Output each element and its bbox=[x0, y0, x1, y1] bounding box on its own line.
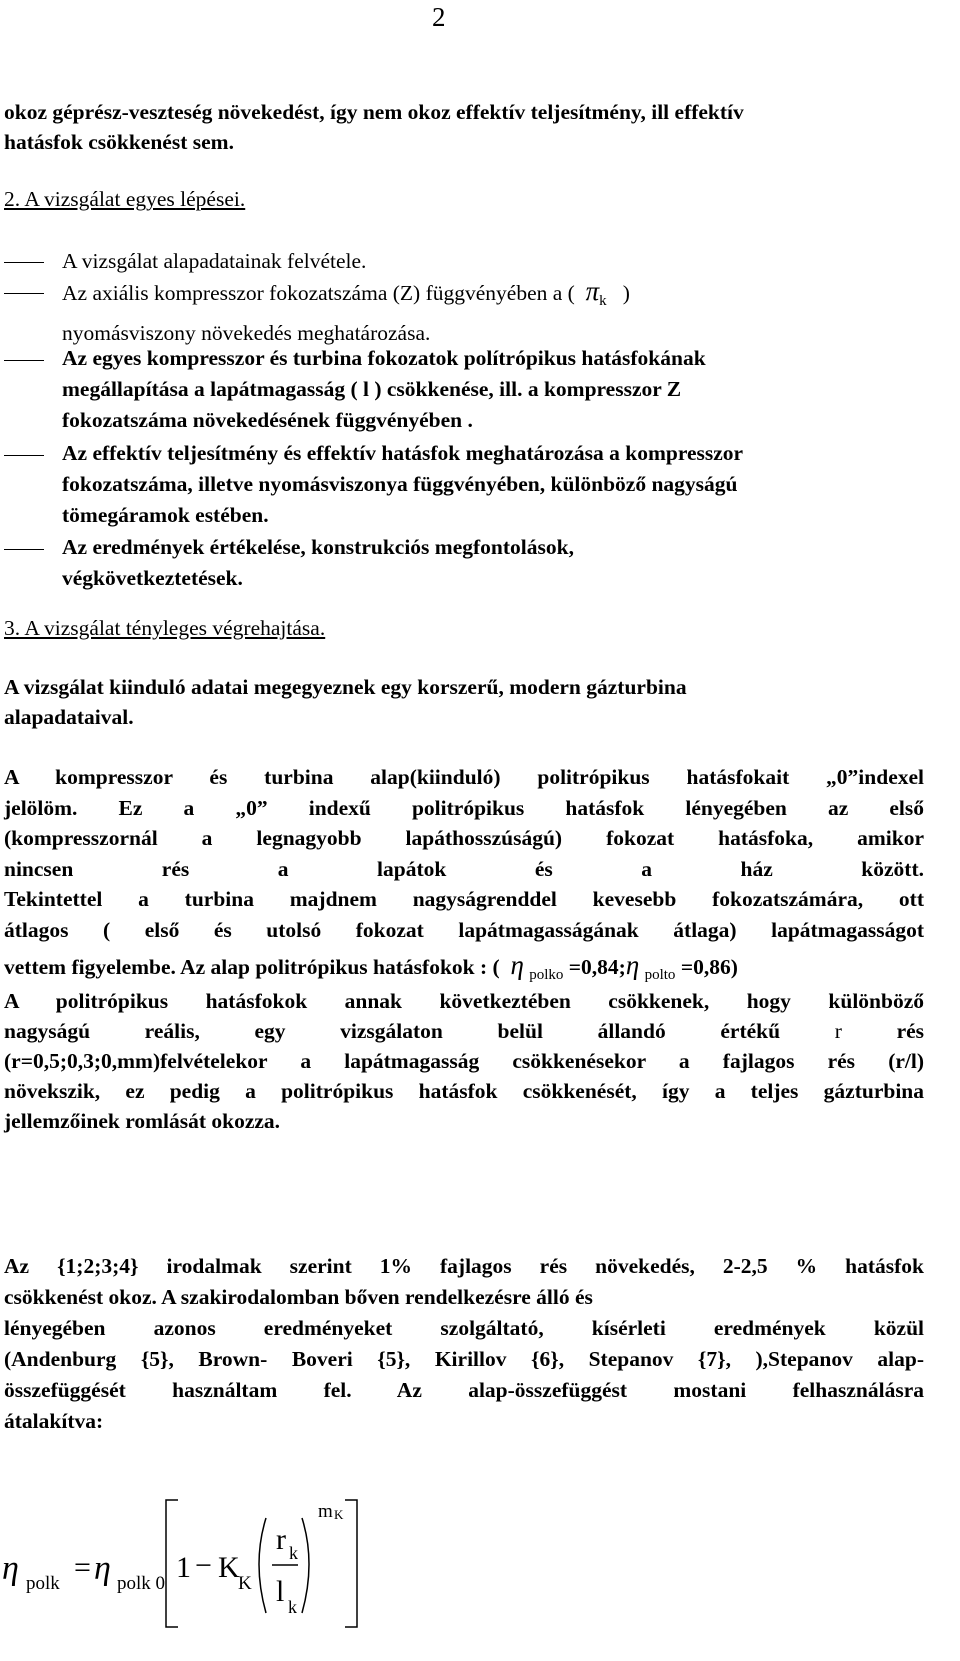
paragraph bbox=[4, 986, 924, 1136]
r-symbol: r bbox=[834, 1019, 842, 1043]
subscript: k bbox=[289, 1543, 298, 1563]
section-3-heading: 3. A vizsgálat tényleges végrehajtása. bbox=[4, 616, 326, 640]
list-item-text: fokozatszáma, illetve nyomásviszonya függvényében, különböző nagyságú bbox=[62, 472, 738, 496]
list-item-text: Az egyes kompresszor és turbina fokozatok polítrópikus hatásfokának bbox=[62, 346, 706, 370]
pi-symbol: π bbox=[585, 276, 600, 306]
formula-one: 1 bbox=[176, 1551, 191, 1584]
eta-symbol: η bbox=[625, 950, 640, 980]
list-dash bbox=[4, 360, 44, 361]
paragraph-line-part: rés bbox=[896, 1019, 925, 1043]
value: =0,84; bbox=[568, 955, 626, 979]
subscript: polto bbox=[644, 967, 676, 983]
paragraph bbox=[4, 762, 924, 884]
list-item-text: nyomásviszony növekedés meghatározása. bbox=[62, 321, 431, 345]
subscript: K bbox=[238, 1573, 252, 1594]
list-item-text: tömegáramok estében. bbox=[62, 503, 269, 527]
paragraph-line: alapadataival. bbox=[4, 704, 134, 729]
eta-symbol: η bbox=[94, 1550, 111, 1587]
list-dash bbox=[4, 293, 44, 294]
paragraph-line: átalakítva: bbox=[4, 1409, 104, 1433]
eta-symbol: η bbox=[510, 950, 524, 980]
paragraph bbox=[4, 1251, 924, 1437]
paragraph-line: átlagos ( első és utolsó fokozat lapátmagasságának átlaga) lapátmagasságot bbox=[4, 918, 924, 942]
list-item-text: megállapítása a lapátmagasság ( l ) csökkenése, ill. a kompresszor Z bbox=[62, 377, 682, 401]
list-item bbox=[62, 438, 932, 531]
paragraph-line-part: nagyságú reális, egy vizsgálaton belül állandó értékű bbox=[4, 1019, 781, 1043]
minus-sign: − bbox=[195, 1549, 212, 1582]
list-item bbox=[62, 276, 932, 349]
section-2-heading: 2. A vizsgálat egyes lépései. bbox=[4, 187, 246, 211]
subscript: polko bbox=[529, 967, 564, 983]
value: =0,86) bbox=[680, 955, 738, 979]
paragraph-line: Tekintettel a turbina majdnem nagyságrenddel kevesebb fokozatszámára, ott bbox=[4, 887, 924, 911]
list-item-text: A vizsgálat alapadatainak felvétele. bbox=[62, 249, 367, 273]
list-item-text-part: ) bbox=[622, 281, 630, 305]
paragraph-line: nincsen rés a lapátok és a ház között. bbox=[4, 856, 924, 881]
l-denominator: l bbox=[276, 1575, 285, 1608]
paragraph-line bbox=[4, 1016, 924, 1046]
paragraph-line: jellemzőinek romlását okozza. bbox=[4, 1109, 281, 1133]
intro-line: hatásfok csökkenést sem. bbox=[4, 129, 234, 154]
paragraph bbox=[4, 673, 687, 732]
list-item-text: Az effektív teljesítmény és effektív hatásfok meghatározása a kompresszor bbox=[62, 441, 744, 465]
paragraph-line: lényegében azonos eredményeket szolgáltató, kísérleti eredmények közül bbox=[4, 1316, 924, 1340]
paragraph-line bbox=[4, 950, 924, 986]
paragraph-line: csökkenést okoz. A szakirodalomban bőven rendelkezésre álló és bbox=[4, 1285, 593, 1309]
paragraph-line: (kompresszornál a legnagyobb lapáthosszúságú) fokozat hatásfoka, amikor bbox=[4, 826, 924, 850]
paragraph-line: (Andenburg {5}, Brown- Boveri {5}, Kirillov {6}, Stepanov {7}, ),Stepanov alap- bbox=[4, 1347, 924, 1371]
formula-brackets bbox=[0, 1465, 960, 1655]
paragraph-line-part: vettem figyelembe. Az alap politrópikus hatásfokok : ( bbox=[4, 955, 500, 979]
paragraph-line: A politrópikus hatásfokok annak következtében csökkenek, hogy különböző bbox=[4, 989, 924, 1013]
list-item-text-part: Az axiális kompresszor fokozatszáma (Z) függvényében a ( bbox=[62, 281, 575, 305]
k-coefficient: K bbox=[218, 1551, 240, 1584]
list-item-text: Az eredmények értékelése, konstrukciós megfontolások, bbox=[62, 535, 574, 559]
subscript: polk 0 bbox=[117, 1573, 166, 1594]
page-number: 2 bbox=[432, 2, 446, 32]
paragraph-line: Az {1;2;3;4} irodalmak szerint 1% fajlagos rés növekedés, 2-2,5 % hatásfok bbox=[4, 1254, 924, 1278]
subscript: polk bbox=[26, 1573, 60, 1594]
efficiency-formula bbox=[0, 1465, 960, 1655]
paragraph-line: A kompresszor és turbina alap(kiinduló) politrópikus hatásfokait „0”indexel bbox=[4, 765, 924, 789]
intro-paragraph bbox=[4, 98, 744, 157]
list-item-text bbox=[62, 276, 932, 312]
subscript: k bbox=[599, 293, 607, 309]
paragraph-line: összefüggését használtam fel. Az alap-összefüggést mostani felhasználásra bbox=[4, 1378, 924, 1402]
intro-line: okoz géprész-veszteség növekedést, így nem okoz effektív teljesítmény, ill effektív bbox=[4, 100, 744, 124]
paragraph bbox=[4, 884, 924, 986]
paragraph-line: jelölöm. Ez a „0” indexű politrópikus hatásfok lényegében az első bbox=[4, 795, 924, 820]
equals-sign: = bbox=[74, 1551, 91, 1584]
list-item bbox=[62, 532, 932, 594]
list-item-text: fokozatszáma növekedésének függvényében . bbox=[62, 408, 473, 432]
list-item bbox=[62, 343, 932, 436]
eta-symbol: η bbox=[2, 1550, 19, 1587]
right-paren bbox=[302, 1518, 309, 1613]
subscript: k bbox=[288, 1597, 297, 1617]
list-dash bbox=[4, 262, 44, 263]
paragraph-line: (r=0,5;0,3;0,mm)felvételekor a lapátmagasság csökkenésekor a fajlagos rés (r/l) bbox=[4, 1049, 924, 1073]
exponent-subscript: K bbox=[334, 1507, 344, 1522]
r-numerator: r bbox=[276, 1523, 286, 1556]
list-dash bbox=[4, 455, 44, 456]
list-dash bbox=[4, 549, 44, 550]
list-item bbox=[62, 246, 932, 277]
left-paren bbox=[259, 1518, 266, 1613]
paragraph-line: növekszik, ez pedig a politrópikus hatásfok csökkenését, így a teljes gázturbina bbox=[4, 1079, 924, 1103]
paragraph-line: A vizsgálat kiinduló adatai megegyeznek egy korszerű, modern gázturbina bbox=[4, 675, 687, 699]
exponent: m bbox=[318, 1501, 333, 1522]
list-item-text: végkövetkeztetések. bbox=[62, 566, 243, 590]
right-square-bracket bbox=[345, 1500, 357, 1627]
